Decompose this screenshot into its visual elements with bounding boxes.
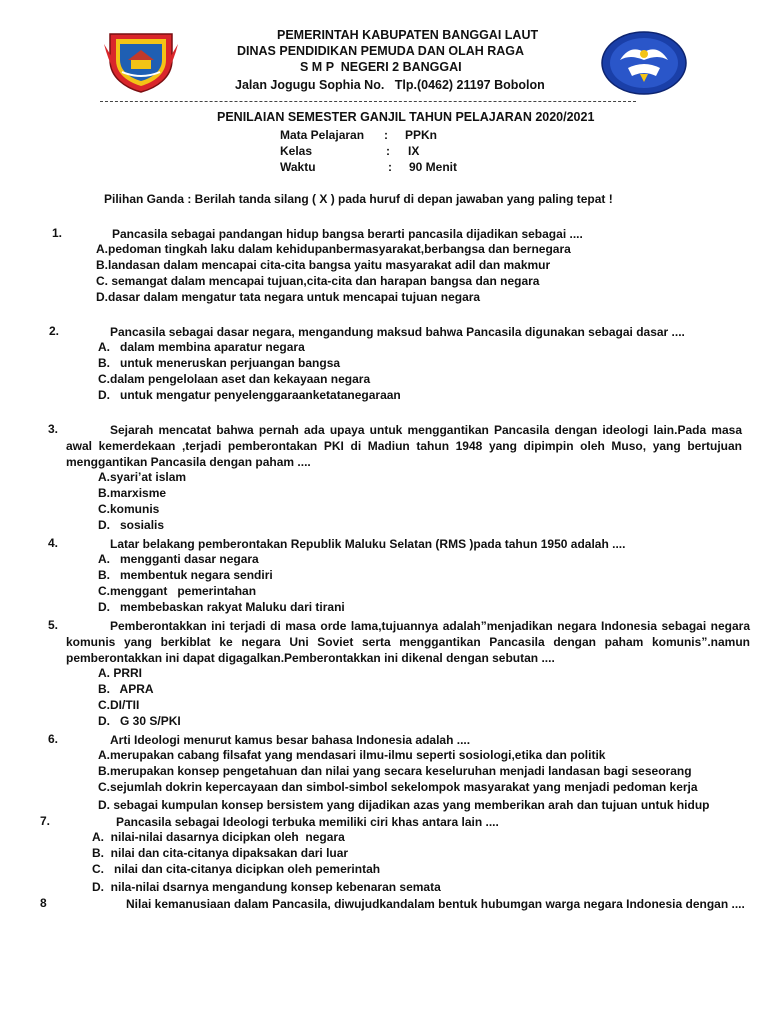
question-text: Pancasila sebagai pandangan hidup bangsa berarti pancasila dijadikan sebagai .... [112,227,583,241]
option-d: D. G 30 S/PKI [98,714,181,728]
class-label: Kelas [280,144,313,158]
option-b: B. APRA [98,682,154,696]
header-school: S M P NEGERI 2 BANGGAI [300,60,462,74]
option-a: A. PRRI [98,666,143,680]
option-d: D.dasar dalam mengatur tata negara untuk mencapai tujuan negara [96,290,481,304]
question-number: 4. [48,536,59,550]
option-d: D. sebagai kumpulan konsep bersistem yang dijadikan azas yang memberikan arah dan tujuan untuk hidup [98,798,710,812]
time-label: Waktu [280,160,316,174]
header-government: PEMERINTAH KABUPATEN BANGGAI LAUT [277,28,539,42]
option-b: B.landasan dalam mencapai cita-cita bangsa yaitu masyarakat adil dan makmur [96,258,551,272]
question-text: Latar belakang pemberontakan Republik Maluku Selatan (RMS )pada tahun 1950 adalah .... [110,537,626,551]
banggai-laut-emblem-icon [104,30,178,94]
option-c: C.komunis [98,502,160,516]
option-b: B. nilai dan cita-citanya dipaksakan dari luar [92,846,349,860]
subject-value: PPKn [405,128,438,142]
option-a: A.merupakan cabang filsafat yang mendasari ilmu-ilmu seperti sosiologi,etika dan politik [98,748,606,762]
header-department: DINAS PENDIDIKAN PEMUDA DAN OLAH RAGA [237,44,525,58]
question-number: 7. [40,814,51,828]
class-value: IX [408,144,420,158]
exam-title: PENILAIAN SEMESTER GANJIL TAHUN PELAJARAN 2020/2021 [217,110,595,124]
subject-colon: : [384,128,388,142]
question-number: 3. [48,422,59,436]
option-a: A. dalam membina aparatur negara [98,340,305,354]
time-colon: : [388,160,392,174]
option-a: A. mengganti dasar negara [98,552,259,566]
class-colon: : [386,144,390,158]
subject-label: Mata Pelajaran [280,128,365,142]
time-value: 90 Menit [409,160,458,174]
question-number: 6. [48,732,59,746]
option-d: D. sosialis [98,518,165,532]
tut-wuri-handayani-logo-icon [600,30,688,96]
question-text: Nilai kemanusiaan dalam Pancasila, diwujudkandalam bentuk hubumgan warga negara Indonesia dengan .... [126,897,745,911]
option-c: C.menggant pemerintahan [98,584,257,598]
option-a: A. nilai-nilai dasarnya dicipkan oleh negara [92,830,345,844]
option-c: C.DI/TII [98,698,140,712]
option-c: C.sejumlah dokrin kepercayaan dan simbol-simbol sekelompok masyarakat yang menjadi pedoman kerja [98,780,698,794]
option-b: B. untuk meneruskan perjuangan bangsa [98,356,341,370]
question-number: 5. [48,618,59,632]
option-d: D. nila-nilai dsarnya mengandung konsep kebenaran semata [92,880,441,894]
option-a: A.pedoman tingkah laku dalam kehidupanbermasyarakat,berbangsa dan bernegara [96,242,571,256]
option-b: B.merupakan konsep pengetahuan dan nilai yang secara keseluruhan menjadi landasan bagi seseorang [98,764,692,778]
header-divider [100,101,636,102]
option-b: B. membentuk negara sendiri [98,568,273,582]
option-b: B.marxisme [98,486,167,500]
question-text: Arti Ideologi menurut kamus besar bahasa Indonesia adalah .... [110,733,471,747]
option-a: A.syari’at islam [98,470,187,484]
option-c: C.dalam pengelolaan aset dan kekayaan negara [98,372,371,386]
question-text: Pancasila sebagai Ideologi terbuka memiliki ciri khas antara lain .... [116,815,499,829]
instruction-text: Pilihan Ganda : Berilah tanda silang ( X ) pada huruf di depan jawaban yang paling tepat ! [104,192,613,206]
question-number: 8 [40,896,47,910]
question-number: 1. [52,226,63,240]
option-d: D. untuk mengatur penyelenggaraanketatanegaraan [98,388,401,402]
option-c: C. nilai dan cita-citanya dicipkan oleh pemerintah [92,862,381,876]
question-text: Sejarah mencatat bahwa pernah ada upaya untuk menggantikan Pancasila dengan ideologi lain.Pada masa awal kemerdekaan ,terjadi pemberontakan PKI di Madiun tahun 1948 yang dipimpin oleh Muso, yang bertujuan menggantikan Pancasila dengan paham .... [66,423,742,469]
option-d: D. membebaskan rakyat Maluku dari tirani [98,600,345,614]
question-text: Pemberontakkan ini terjadi di masa orde lama,tujuannya adalah”menjadikan negara Indonesia sebagai negara komunis yang berkiblat ke negara Uni Soviet serta menggantikan Pancasila dengan paham komunis”.namun pemberontakkan ini dapat digagalkan.Pemberontakkan ini dikenal dengan sebutan .... [66,619,750,665]
question-text: Pancasila sebagai dasar negara, mengandung maksud bahwa Pancasila digunakan sebagai dasar .... [110,325,685,339]
question-number: 2. [49,324,60,338]
option-c: C. semangat dalam mencapai tujuan,cita-cita dan harapan bangsa dan negara [96,274,540,288]
header-address: Jalan Jogugu Sophia No. Tlp.(0462) 21197 Bobolon [235,78,545,92]
